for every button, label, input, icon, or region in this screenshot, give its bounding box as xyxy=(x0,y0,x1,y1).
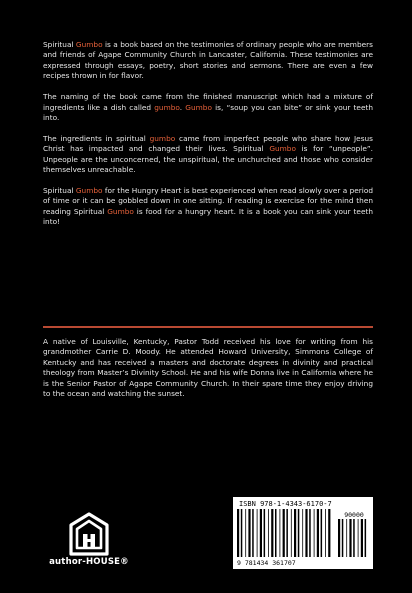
barcode-bar xyxy=(283,509,285,557)
price-code: 90000 xyxy=(344,511,364,519)
description-paragraph xyxy=(43,134,373,176)
barcode-main-bars xyxy=(237,509,333,557)
text-run: came from imperfect people who share how Jesus Christ has impacted and changed their lives. Spiritual xyxy=(43,133,373,154)
description-paragraph xyxy=(43,186,373,228)
barcode-bar xyxy=(252,509,254,557)
text-run: is, “soup you can bite” or sink your teeth into. xyxy=(43,102,373,122)
barcode-bar xyxy=(291,509,292,557)
barcode-digits: 9 781434 361707 xyxy=(237,559,296,567)
section-divider xyxy=(43,326,373,328)
text-run: . xyxy=(179,102,186,112)
isbn-label: ISBN 978-1-4343-6170-7 xyxy=(239,500,332,508)
barcode-bar xyxy=(268,509,269,557)
text-run: Spiritual xyxy=(43,40,76,49)
text-run: The naming of the book came from the finished manuscript which had a mixture of ingredients like a dish called xyxy=(43,92,373,112)
barcode-bar xyxy=(248,509,250,557)
barcode-bar xyxy=(305,509,307,557)
publisher-name: author-HOUSE® xyxy=(49,557,129,567)
isbn-barcode xyxy=(233,497,373,569)
highlight-word: Gumbo xyxy=(107,206,134,216)
text-run: is for “unpeople”. Unpeople are the unconcerned, the unspiritual, the unchurched and those who consider themselves unreachable. xyxy=(43,144,373,175)
barcode-bar xyxy=(309,509,311,557)
barcode-bar xyxy=(245,509,246,557)
barcode-bar xyxy=(342,519,344,557)
highlight-word: gumbo xyxy=(154,102,180,112)
highlight-word: Gumbo xyxy=(75,40,103,49)
highlight-word: Gumbo xyxy=(185,102,212,112)
barcode-bar xyxy=(286,509,288,557)
barcode-bar xyxy=(349,519,351,557)
barcode-bar xyxy=(280,509,281,557)
text-run: is food for a hungry heart. It is a book you can sink your teeth into! xyxy=(43,206,374,227)
barcode-bar xyxy=(298,509,300,557)
text-run: is a book based on the testimonies of ordinary people who are members and friends of Agape Community Church in Lancaster, California. These testimonies are expressed through essays, poetry, short stories and sermons. There are even a few recipes thrown in for flavor. xyxy=(43,40,373,81)
barcode-bar xyxy=(264,509,266,557)
description-paragraph xyxy=(43,92,373,123)
barcode-addon-bars xyxy=(338,519,370,559)
text-run: for the Hungry Heart is best experienced when read slowly over a period of time or it can be gobbled down in one sitting. If reading is exercise for the mind then reading Spiritual xyxy=(43,185,373,216)
barcode-bar xyxy=(321,509,323,557)
barcode-bar xyxy=(338,519,340,557)
barcode-bar xyxy=(317,509,319,557)
author-bio: A native of Louisville, Kentucky, Pastor Todd received his love for writing from his grandmother Carrie D. Moody. He attended Howard University, Simmons College of Kentucky and has received a masters and doctorate degrees in divinity and practical theology from Master’s Divinity School. He and his wife Donna live in California where he is the Senior Pastor of Agape Community Church. In their spare time they enjoy driving to the ocean and watching the sunset. xyxy=(43,337,373,399)
barcode-bar xyxy=(328,509,330,557)
barcode-bar xyxy=(275,509,277,557)
authorhouse-logo-icon xyxy=(68,512,110,556)
barcode-bar xyxy=(237,509,239,557)
barcode-bar xyxy=(294,509,296,557)
barcode-bar xyxy=(346,519,347,557)
barcode-bar xyxy=(302,509,303,557)
barcode-bar xyxy=(325,509,326,557)
barcode-bar xyxy=(358,519,359,557)
barcode-bar xyxy=(257,509,258,557)
description-paragraph xyxy=(43,40,373,82)
description xyxy=(43,40,373,238)
barcode-bar xyxy=(241,509,243,557)
highlight-word: Gumbo xyxy=(269,144,296,154)
text-run: Spiritual xyxy=(43,185,76,195)
text-run: The ingredients in spiritual xyxy=(43,133,150,143)
barcode-bar xyxy=(365,519,367,557)
barcode-bar xyxy=(353,519,355,557)
barcode-bar xyxy=(314,509,315,557)
barcode-bar xyxy=(260,509,262,557)
highlight-word: Gumbo xyxy=(75,185,103,195)
barcode-bar xyxy=(361,519,363,557)
barcode-bar xyxy=(271,509,273,557)
highlight-word: gumbo xyxy=(149,133,176,143)
publisher-logo xyxy=(44,512,134,572)
